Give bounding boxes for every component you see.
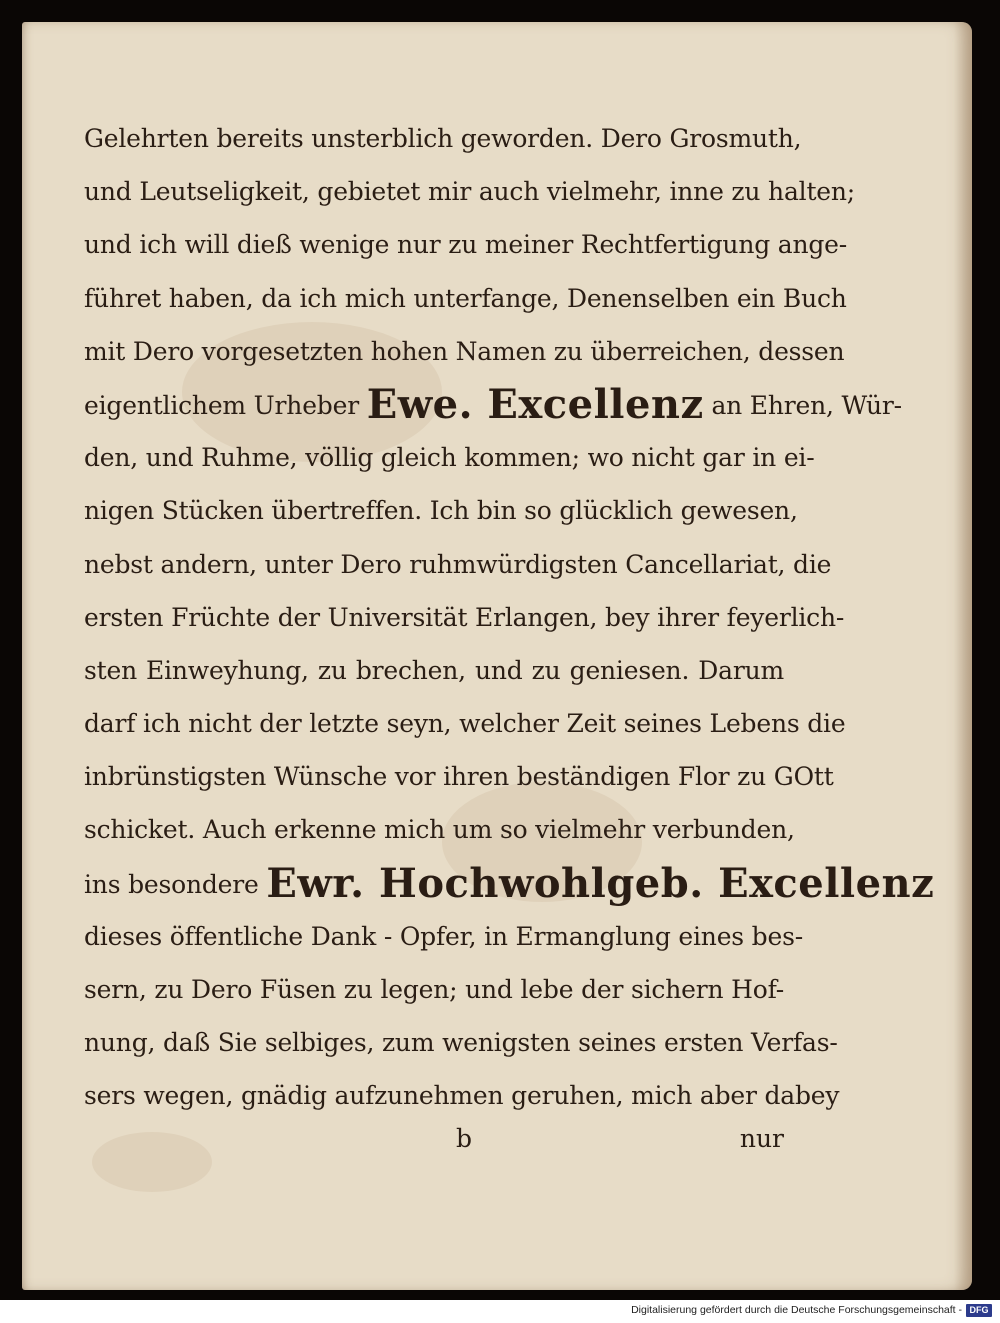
text-segment: darf ich nicht der letzte seyn, welcher Zeit seines Lebens die <box>84 709 846 739</box>
honorific-heading: Ewe. Excellenz <box>366 380 704 428</box>
text-line <box>84 538 832 591</box>
text-segment: nigen Stücken übertreffen. Ich bin so glücklich gewesen, <box>84 496 798 526</box>
text-line <box>84 484 798 537</box>
text-line <box>84 218 848 271</box>
text-line <box>84 963 784 1016</box>
text-line <box>84 378 902 431</box>
credit-text: Digitalisierung gefördert durch die Deutsche Forschungsgemeinschaft - <box>631 1304 962 1316</box>
text-segment: nung, daß Sie selbiges, zum wenigsten seines ersten Verfas- <box>84 1028 838 1058</box>
text-line <box>84 1069 840 1122</box>
text-segment: sern, zu Dero Füsen zu legen; und lebe der sichern Hof- <box>84 975 784 1004</box>
text-line <box>84 272 847 325</box>
text-segment: dieses öffentliche Dank - Opfer, in Ermanglung eines bes- <box>84 921 803 951</box>
text-segment: den, und Ruhme, völlig gleich kommen; wo nicht gar in ei- <box>84 443 815 473</box>
body-text <box>84 112 935 1123</box>
text-line <box>84 857 935 910</box>
text-line <box>84 697 846 750</box>
text-line <box>84 112 802 165</box>
text-line <box>84 750 834 803</box>
text-line <box>84 431 815 484</box>
text-line <box>84 803 795 856</box>
text-segment: inbrünstigsten Wünsche vor ihren beständigen Flor zu GOtt <box>84 762 834 792</box>
text-segment: mit Dero vorgesetzten hohen Namen zu überreichen, dessen <box>84 336 845 366</box>
credit-bar <box>0 1300 1000 1323</box>
text-line <box>84 910 803 963</box>
text-segment: eigentlichem Urheber <box>84 390 367 420</box>
text-segment: sten Einweyhung, zu brechen, und zu geniesen. Darum <box>84 655 784 685</box>
dfg-logo: DFG <box>966 1304 992 1317</box>
text-segment: ersten Früchte der Universität Erlangen, bey ihrer feyerlich- <box>84 602 845 632</box>
text-segment: an Ehren, Wür- <box>703 390 902 420</box>
signature-mark: b <box>456 1124 473 1153</box>
text-segment: Gelehrten bereits unsterblich geworden. Dero Grosmuth, <box>84 124 802 153</box>
text-segment: führet haben, da ich mich unterfange, Denenselben ein Buch <box>84 283 847 313</box>
text-segment: schicket. Auch erkenne mich um so vielmehr verbunden, <box>84 815 795 845</box>
text-segment: sers wegen, gnädig aufzunehmen geruhen, mich aber dabey <box>84 1081 840 1111</box>
honorific-heading: Ewr. Hochwohlgeb. Excellenz <box>266 859 935 907</box>
text-line <box>84 165 856 218</box>
text-line <box>84 1016 838 1069</box>
text-line <box>84 644 784 697</box>
text-segment: und Leutseligkeit, gebietet mir auch vielmehr, inne zu halten; <box>84 177 856 207</box>
text-segment: nebst andern, unter Dero ruhmwürdigsten Cancellariat, die <box>84 549 832 579</box>
text-line <box>84 591 845 644</box>
catchword: nur <box>739 1124 784 1153</box>
text-line <box>84 325 845 378</box>
text-segment: ins besondere <box>84 869 267 899</box>
text-segment: und ich will dieß wenige nur zu meiner Rechtfertigung ange- <box>84 230 848 260</box>
book-page <box>22 22 972 1290</box>
page-footer <box>84 1124 784 1164</box>
